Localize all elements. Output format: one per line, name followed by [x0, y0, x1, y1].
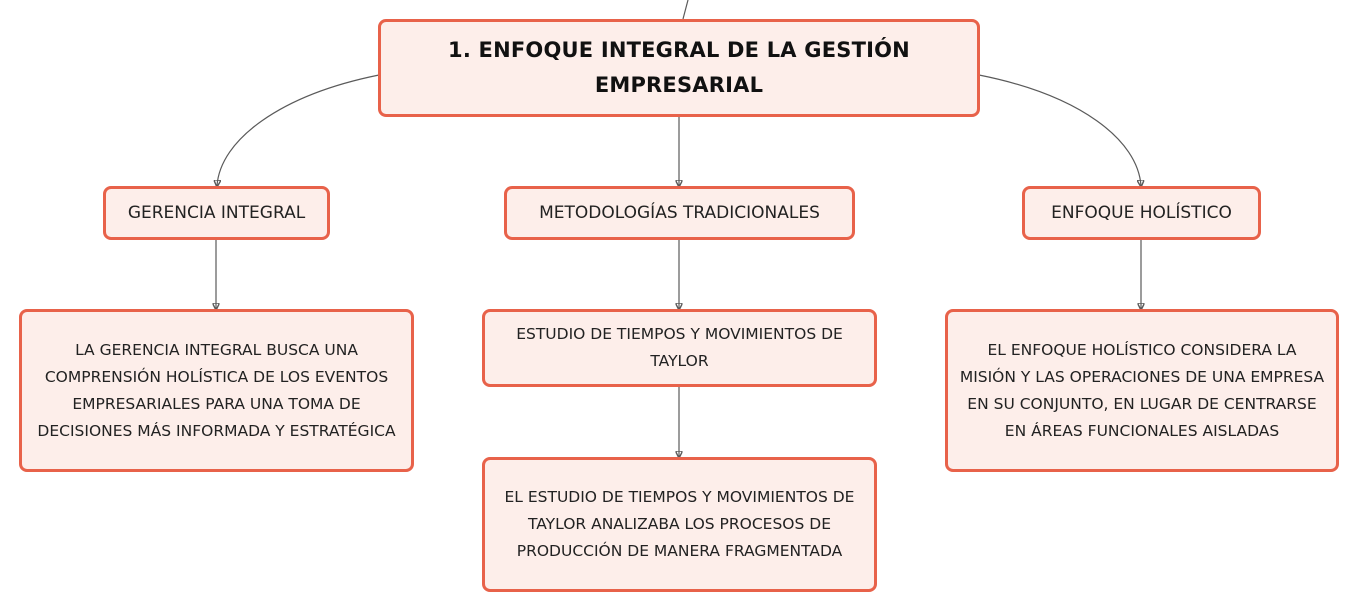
root-node-label: 1. ENFOQUE INTEGRAL DE LA GESTIÓN EMPRESARIAL [448, 38, 910, 97]
connector-root-to-gerencia [217, 75, 379, 186]
root-node[interactable] [378, 19, 980, 117]
detail-node-taylor[interactable] [482, 457, 877, 592]
topic-node-gerencia-integral[interactable] [103, 186, 330, 240]
topic-node-label: GERENCIA INTEGRAL [127, 203, 306, 223]
subtopic-node-taylor[interactable] [482, 309, 877, 387]
detail-node-text: EL ESTUDIO DE TIEMPOS Y MOVIMIENTOS DE TAYLOR ANALIZABA LOS PROCESOS DE PRODUCCIÓN DE MANERA FRAGMENTADA [504, 488, 855, 560]
detail-node-text: LA GERENCIA INTEGRAL BUSCA UNA COMPRENSIÓN HOLÍSTICA DE LOS EVENTOS EMPRESARIALES PARA UNA TOMA DE DECISIONES MÁS INFORMADA Y ESTRATÉGICA [37, 340, 396, 440]
detail-node-gerencia-integral[interactable] [19, 309, 414, 472]
topic-node-label: METODOLOGÍAS TRADICIONALES [539, 203, 820, 223]
detail-node-enfoque-holistico[interactable] [945, 309, 1339, 472]
topic-node-enfoque-holistico[interactable] [1022, 186, 1261, 240]
subtopic-node-text: ESTUDIO DE TIEMPOS Y MOVIMIENTOS DE TAYLOR [516, 325, 843, 370]
topic-node-metodologias-tradicionales[interactable] [504, 186, 855, 240]
topic-node-label: ENFOQUE HOLÍSTICO [1051, 203, 1232, 223]
incoming-parent-connector [683, 0, 688, 19]
connector-root-to-holistico [979, 75, 1141, 186]
detail-node-text: EL ENFOQUE HOLÍSTICO CONSIDERA LA MISIÓN Y LAS OPERACIONES DE UNA EMPRESA EN SU CONJUNTO, EN LUGAR DE CENTRARSE EN ÁREAS FUNCIONALES AISLADAS [959, 340, 1325, 440]
